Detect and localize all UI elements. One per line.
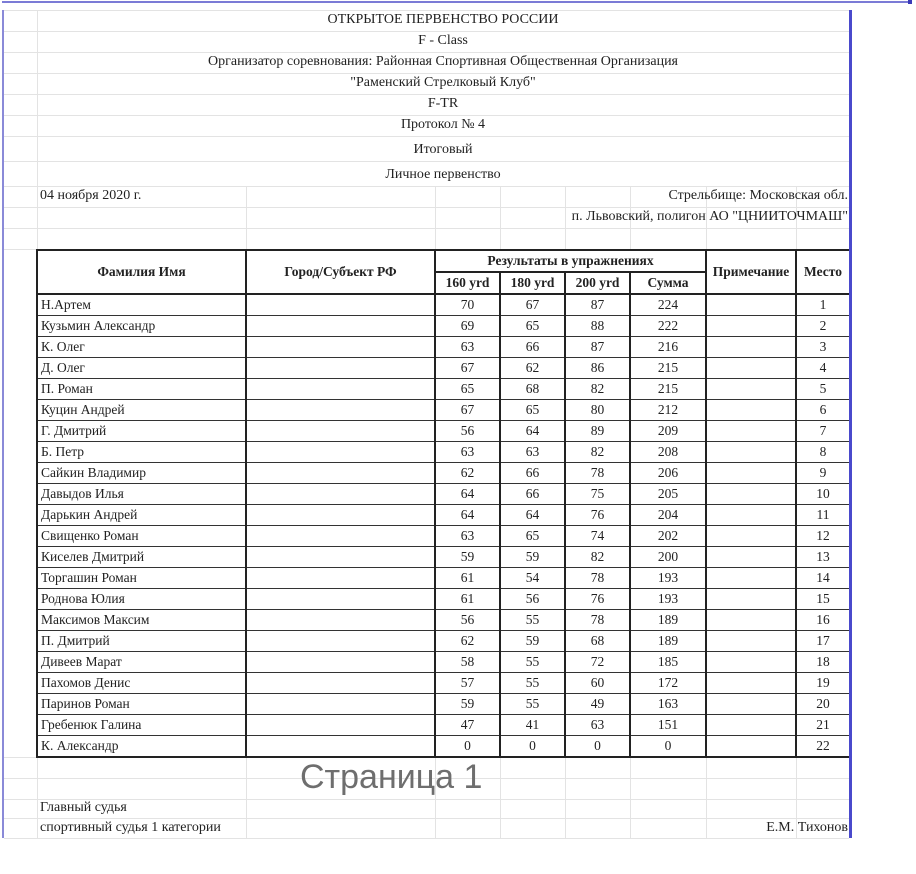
place-cell[interactable]: 7 [796, 421, 850, 442]
city-cell[interactable] [246, 631, 435, 652]
table-row [37, 631, 850, 652]
sum-cell[interactable]: 208 [630, 442, 706, 463]
score-180-cell[interactable]: 63 [500, 442, 565, 463]
sum-cell[interactable]: 189 [630, 631, 706, 652]
competition-date: 04 ноября 2020 г. [40, 188, 142, 203]
grid-col-line [565, 186, 566, 249]
column-header-note[interactable]: Примечание [706, 250, 796, 294]
score-200-cell[interactable]: 82 [565, 379, 630, 400]
score-180-cell[interactable]: 0 [500, 736, 565, 758]
city-cell[interactable] [246, 568, 435, 589]
sum-cell[interactable]: 193 [630, 589, 706, 610]
sum-cell[interactable]: 172 [630, 673, 706, 694]
table-row [37, 337, 850, 358]
table-row [37, 610, 850, 631]
score-160-cell[interactable]: 58 [435, 652, 500, 673]
name-cell[interactable]: Д. Олег [37, 358, 246, 379]
table-row [37, 589, 850, 610]
table-row [37, 547, 850, 568]
name-cell[interactable]: П. Дмитрий [37, 631, 246, 652]
score-180-cell[interactable]: 66 [500, 337, 565, 358]
score-200-cell[interactable]: 49 [565, 694, 630, 715]
score-180-cell[interactable]: 65 [500, 316, 565, 337]
name-cell[interactable]: Б. Петр [37, 442, 246, 463]
score-200-cell[interactable]: 60 [565, 673, 630, 694]
note-cell[interactable] [706, 463, 796, 484]
table-row [37, 316, 850, 337]
city-cell[interactable] [246, 526, 435, 547]
sum-cell[interactable]: 205 [630, 484, 706, 505]
score-180-cell[interactable]: 64 [500, 421, 565, 442]
sum-cell[interactable]: 151 [630, 715, 706, 736]
name-cell[interactable]: П. Роман [37, 379, 246, 400]
score-160-cell[interactable]: 0 [435, 736, 500, 758]
note-cell[interactable] [706, 694, 796, 715]
column-header-160yrd[interactable]: 160 yrd [435, 272, 500, 294]
score-180-cell[interactable]: 68 [500, 379, 565, 400]
score-160-cell[interactable]: 69 [435, 316, 500, 337]
grid-row-line [4, 228, 849, 229]
city-cell[interactable] [246, 736, 435, 758]
organizer: Организатор соревнования: Районная Спортивная Общественная Организация [208, 54, 678, 69]
name-cell[interactable]: Сайкин Владимир [37, 463, 246, 484]
column-header-200yrd[interactable]: 200 yrd [565, 272, 630, 294]
place-cell[interactable]: 1 [796, 294, 850, 316]
place-cell[interactable]: 2 [796, 316, 850, 337]
score-180-cell[interactable]: 65 [500, 400, 565, 421]
place-cell[interactable]: 15 [796, 589, 850, 610]
score-160-cell[interactable]: 63 [435, 442, 500, 463]
note-cell[interactable] [706, 736, 796, 758]
score-160-cell[interactable]: 56 [435, 610, 500, 631]
note-cell[interactable] [706, 316, 796, 337]
sum-cell[interactable]: 204 [630, 505, 706, 526]
score-160-cell[interactable]: 57 [435, 673, 500, 694]
name-cell[interactable]: Свищенко Роман [37, 526, 246, 547]
name-cell[interactable]: К. Олег [37, 337, 246, 358]
score-180-cell[interactable]: 64 [500, 505, 565, 526]
score-200-cell[interactable]: 87 [565, 294, 630, 316]
city-cell[interactable] [246, 400, 435, 421]
score-180-cell[interactable]: 55 [500, 673, 565, 694]
score-180-cell[interactable]: 55 [500, 652, 565, 673]
note-cell[interactable] [706, 610, 796, 631]
place-cell[interactable]: 10 [796, 484, 850, 505]
protocol-number: Протокол № 4 [400, 117, 486, 132]
score-160-cell[interactable]: 67 [435, 358, 500, 379]
sum-cell[interactable]: 185 [630, 652, 706, 673]
table-row [37, 442, 850, 463]
place-cell[interactable]: 17 [796, 631, 850, 652]
results-table [36, 249, 851, 758]
score-180-cell[interactable]: 56 [500, 589, 565, 610]
score-200-cell[interactable]: 86 [565, 358, 630, 379]
name-cell[interactable]: Роднова Юлия [37, 589, 246, 610]
chief-judge-name: Е.М. Тихонов [766, 820, 848, 835]
score-160-cell[interactable]: 61 [435, 568, 500, 589]
score-160-cell[interactable]: 70 [435, 294, 500, 316]
note-cell[interactable] [706, 526, 796, 547]
score-200-cell[interactable]: 68 [565, 631, 630, 652]
column-header-city[interactable]: Город/Субъект РФ [246, 250, 435, 294]
page-watermark: Страница 1 [300, 758, 483, 796]
score-180-cell[interactable]: 66 [500, 484, 565, 505]
note-cell[interactable] [706, 358, 796, 379]
score-200-cell[interactable]: 82 [565, 547, 630, 568]
city-cell[interactable] [246, 337, 435, 358]
name-cell[interactable]: Кузьмин Александр [37, 316, 246, 337]
grid-row-line [4, 136, 849, 137]
sum-cell[interactable]: 216 [630, 337, 706, 358]
score-200-cell[interactable]: 76 [565, 589, 630, 610]
note-cell[interactable] [706, 337, 796, 358]
note-cell[interactable] [706, 673, 796, 694]
grid-col-line [500, 757, 501, 838]
table-row [37, 505, 850, 526]
name-cell[interactable]: Н.Артем [37, 294, 246, 316]
table-row [37, 421, 850, 442]
grid-col-line [565, 757, 566, 838]
score-200-cell[interactable]: 87 [565, 337, 630, 358]
sum-cell[interactable]: 193 [630, 568, 706, 589]
place-cell[interactable]: 12 [796, 526, 850, 547]
page-break-right-line[interactable] [849, 10, 852, 838]
place-cell[interactable]: 21 [796, 715, 850, 736]
place-cell[interactable]: 3 [796, 337, 850, 358]
name-cell[interactable]: Максимов Максим [37, 610, 246, 631]
city-cell[interactable] [246, 316, 435, 337]
name-cell[interactable]: Дивеев Марат [37, 652, 246, 673]
sum-cell[interactable]: 200 [630, 547, 706, 568]
sum-cell[interactable]: 189 [630, 610, 706, 631]
city-cell[interactable] [246, 463, 435, 484]
score-200-cell[interactable]: 82 [565, 442, 630, 463]
score-160-cell[interactable]: 61 [435, 589, 500, 610]
chief-judge-category: спортивный судья 1 категории [40, 820, 221, 835]
city-cell[interactable] [246, 484, 435, 505]
table-row [37, 463, 850, 484]
protocol-type: Итоговый [413, 142, 473, 157]
chief-judge-title: Главный судья [40, 800, 127, 815]
club-name: "Раменский Стрелковый Клуб" [350, 75, 536, 90]
place-cell[interactable]: 6 [796, 400, 850, 421]
score-160-cell[interactable]: 63 [435, 337, 500, 358]
column-header-place[interactable]: Место [796, 250, 850, 294]
city-cell[interactable] [246, 589, 435, 610]
grid-col-line [246, 186, 247, 249]
name-cell[interactable]: Куцин Андрей [37, 400, 246, 421]
note-cell[interactable] [706, 568, 796, 589]
score-160-cell[interactable]: 64 [435, 505, 500, 526]
grid-col-line [706, 757, 707, 838]
column-header-results-group[interactable]: Результаты в упражнениях [435, 250, 706, 272]
sum-cell[interactable]: 209 [630, 421, 706, 442]
place-cell[interactable]: 20 [796, 694, 850, 715]
score-180-cell[interactable]: 59 [500, 631, 565, 652]
city-cell[interactable] [246, 421, 435, 442]
grid-col-line [630, 757, 631, 838]
name-cell[interactable]: Паринов Роман [37, 694, 246, 715]
score-160-cell[interactable]: 64 [435, 484, 500, 505]
score-180-cell[interactable]: 66 [500, 463, 565, 484]
table-row [37, 379, 850, 400]
column-header-sum[interactable]: Сумма [630, 272, 706, 294]
note-cell[interactable] [706, 294, 796, 316]
competition-type: Личное первенство [385, 167, 501, 182]
grid-row-line [4, 161, 849, 162]
table-row [37, 484, 850, 505]
sum-cell[interactable]: 163 [630, 694, 706, 715]
grid-col-line [435, 757, 436, 838]
column-header-name[interactable]: Фамилия Имя [37, 250, 246, 294]
score-200-cell[interactable]: 0 [565, 736, 630, 758]
city-cell[interactable] [246, 358, 435, 379]
competition-title: ОТКРЫТОЕ ПЕРВЕНСТВО РОССИИ [327, 12, 559, 27]
note-cell[interactable] [706, 442, 796, 463]
place-cell[interactable]: 13 [796, 547, 850, 568]
city-cell[interactable] [246, 715, 435, 736]
score-180-cell[interactable]: 55 [500, 694, 565, 715]
place-cell[interactable]: 18 [796, 652, 850, 673]
score-180-cell[interactable]: 54 [500, 568, 565, 589]
page-break-left-line [2, 10, 4, 838]
score-160-cell[interactable]: 62 [435, 463, 500, 484]
place-cell[interactable]: 5 [796, 379, 850, 400]
table-row [37, 568, 850, 589]
score-180-cell[interactable]: 67 [500, 294, 565, 316]
sum-cell[interactable]: 224 [630, 294, 706, 316]
note-cell[interactable] [706, 547, 796, 568]
score-180-cell[interactable]: 59 [500, 547, 565, 568]
place-cell[interactable]: 4 [796, 358, 850, 379]
column-header-180yrd[interactable]: 180 yrd [500, 272, 565, 294]
note-cell[interactable] [706, 715, 796, 736]
sum-cell[interactable]: 206 [630, 463, 706, 484]
sum-cell[interactable]: 212 [630, 400, 706, 421]
note-cell[interactable] [706, 484, 796, 505]
score-160-cell[interactable]: 47 [435, 715, 500, 736]
sum-cell[interactable]: 202 [630, 526, 706, 547]
note-cell[interactable] [706, 379, 796, 400]
city-cell[interactable] [246, 442, 435, 463]
score-200-cell[interactable]: 89 [565, 421, 630, 442]
grid-row-line [4, 838, 849, 839]
note-cell[interactable] [706, 589, 796, 610]
name-cell[interactable]: Дарькин Андрей [37, 505, 246, 526]
grid-col-line [435, 186, 436, 249]
place-cell[interactable]: 19 [796, 673, 850, 694]
table-row [37, 400, 850, 421]
place-cell[interactable]: 9 [796, 463, 850, 484]
page-break-top-line [2, 1, 910, 3]
place-cell[interactable]: 14 [796, 568, 850, 589]
table-row [37, 358, 850, 379]
score-160-cell[interactable]: 65 [435, 379, 500, 400]
name-cell[interactable]: Киселев Дмитрий [37, 547, 246, 568]
discipline: F-TR [427, 96, 459, 111]
score-200-cell[interactable]: 78 [565, 610, 630, 631]
score-160-cell[interactable]: 62 [435, 631, 500, 652]
name-cell[interactable]: Пахомов Денис [37, 673, 246, 694]
table-row [37, 652, 850, 673]
score-160-cell[interactable]: 67 [435, 400, 500, 421]
score-160-cell[interactable]: 59 [435, 694, 500, 715]
name-cell[interactable]: Давыдов Илья [37, 484, 246, 505]
page-break-handle[interactable] [908, 0, 912, 4]
score-160-cell[interactable]: 63 [435, 526, 500, 547]
city-cell[interactable] [246, 379, 435, 400]
place-cell[interactable]: 11 [796, 505, 850, 526]
city-cell[interactable] [246, 505, 435, 526]
score-200-cell[interactable]: 76 [565, 505, 630, 526]
score-180-cell[interactable]: 65 [500, 526, 565, 547]
grid-col-line [500, 186, 501, 249]
score-200-cell[interactable]: 63 [565, 715, 630, 736]
table-row [37, 715, 850, 736]
city-cell[interactable] [246, 294, 435, 316]
grid-row-line [4, 799, 849, 800]
table-row [37, 526, 850, 547]
name-cell[interactable]: Торгашин Роман [37, 568, 246, 589]
note-cell[interactable] [706, 631, 796, 652]
score-200-cell[interactable]: 75 [565, 484, 630, 505]
city-cell[interactable] [246, 610, 435, 631]
place-cell[interactable]: 22 [796, 736, 850, 758]
city-cell[interactable] [246, 673, 435, 694]
score-180-cell[interactable]: 41 [500, 715, 565, 736]
table-row [37, 694, 850, 715]
sum-cell[interactable]: 215 [630, 379, 706, 400]
score-200-cell[interactable]: 72 [565, 652, 630, 673]
score-200-cell[interactable]: 80 [565, 400, 630, 421]
score-160-cell[interactable]: 59 [435, 547, 500, 568]
grid-row-line [4, 778, 849, 779]
score-200-cell[interactable]: 74 [565, 526, 630, 547]
score-200-cell[interactable]: 78 [565, 463, 630, 484]
table-row [37, 673, 850, 694]
score-200-cell[interactable]: 88 [565, 316, 630, 337]
note-cell[interactable] [706, 652, 796, 673]
city-cell[interactable] [246, 652, 435, 673]
table-row [37, 294, 850, 316]
note-cell[interactable] [706, 421, 796, 442]
score-160-cell[interactable]: 56 [435, 421, 500, 442]
place-cell[interactable]: 8 [796, 442, 850, 463]
range-location-line1: Стрельбище: Московская обл. [668, 188, 848, 203]
note-cell[interactable] [706, 400, 796, 421]
city-cell[interactable] [246, 547, 435, 568]
sum-cell[interactable]: 222 [630, 316, 706, 337]
score-180-cell[interactable]: 55 [500, 610, 565, 631]
table-row [37, 736, 850, 758]
range-location-line2: п. Львовский, полигон АО "ЦНИИТОЧМАШ" [571, 209, 848, 224]
competition-class: F - Class [418, 33, 468, 48]
sum-cell[interactable]: 0 [630, 736, 706, 758]
name-cell[interactable]: Г. Дмитрий [37, 421, 246, 442]
score-200-cell[interactable]: 78 [565, 568, 630, 589]
name-cell[interactable]: К. Александр [37, 736, 246, 758]
note-cell[interactable] [706, 505, 796, 526]
sum-cell[interactable]: 215 [630, 358, 706, 379]
city-cell[interactable] [246, 694, 435, 715]
name-cell[interactable]: Гребенюк Галина [37, 715, 246, 736]
score-180-cell[interactable]: 62 [500, 358, 565, 379]
grid-col-line [246, 757, 247, 838]
place-cell[interactable]: 16 [796, 610, 850, 631]
